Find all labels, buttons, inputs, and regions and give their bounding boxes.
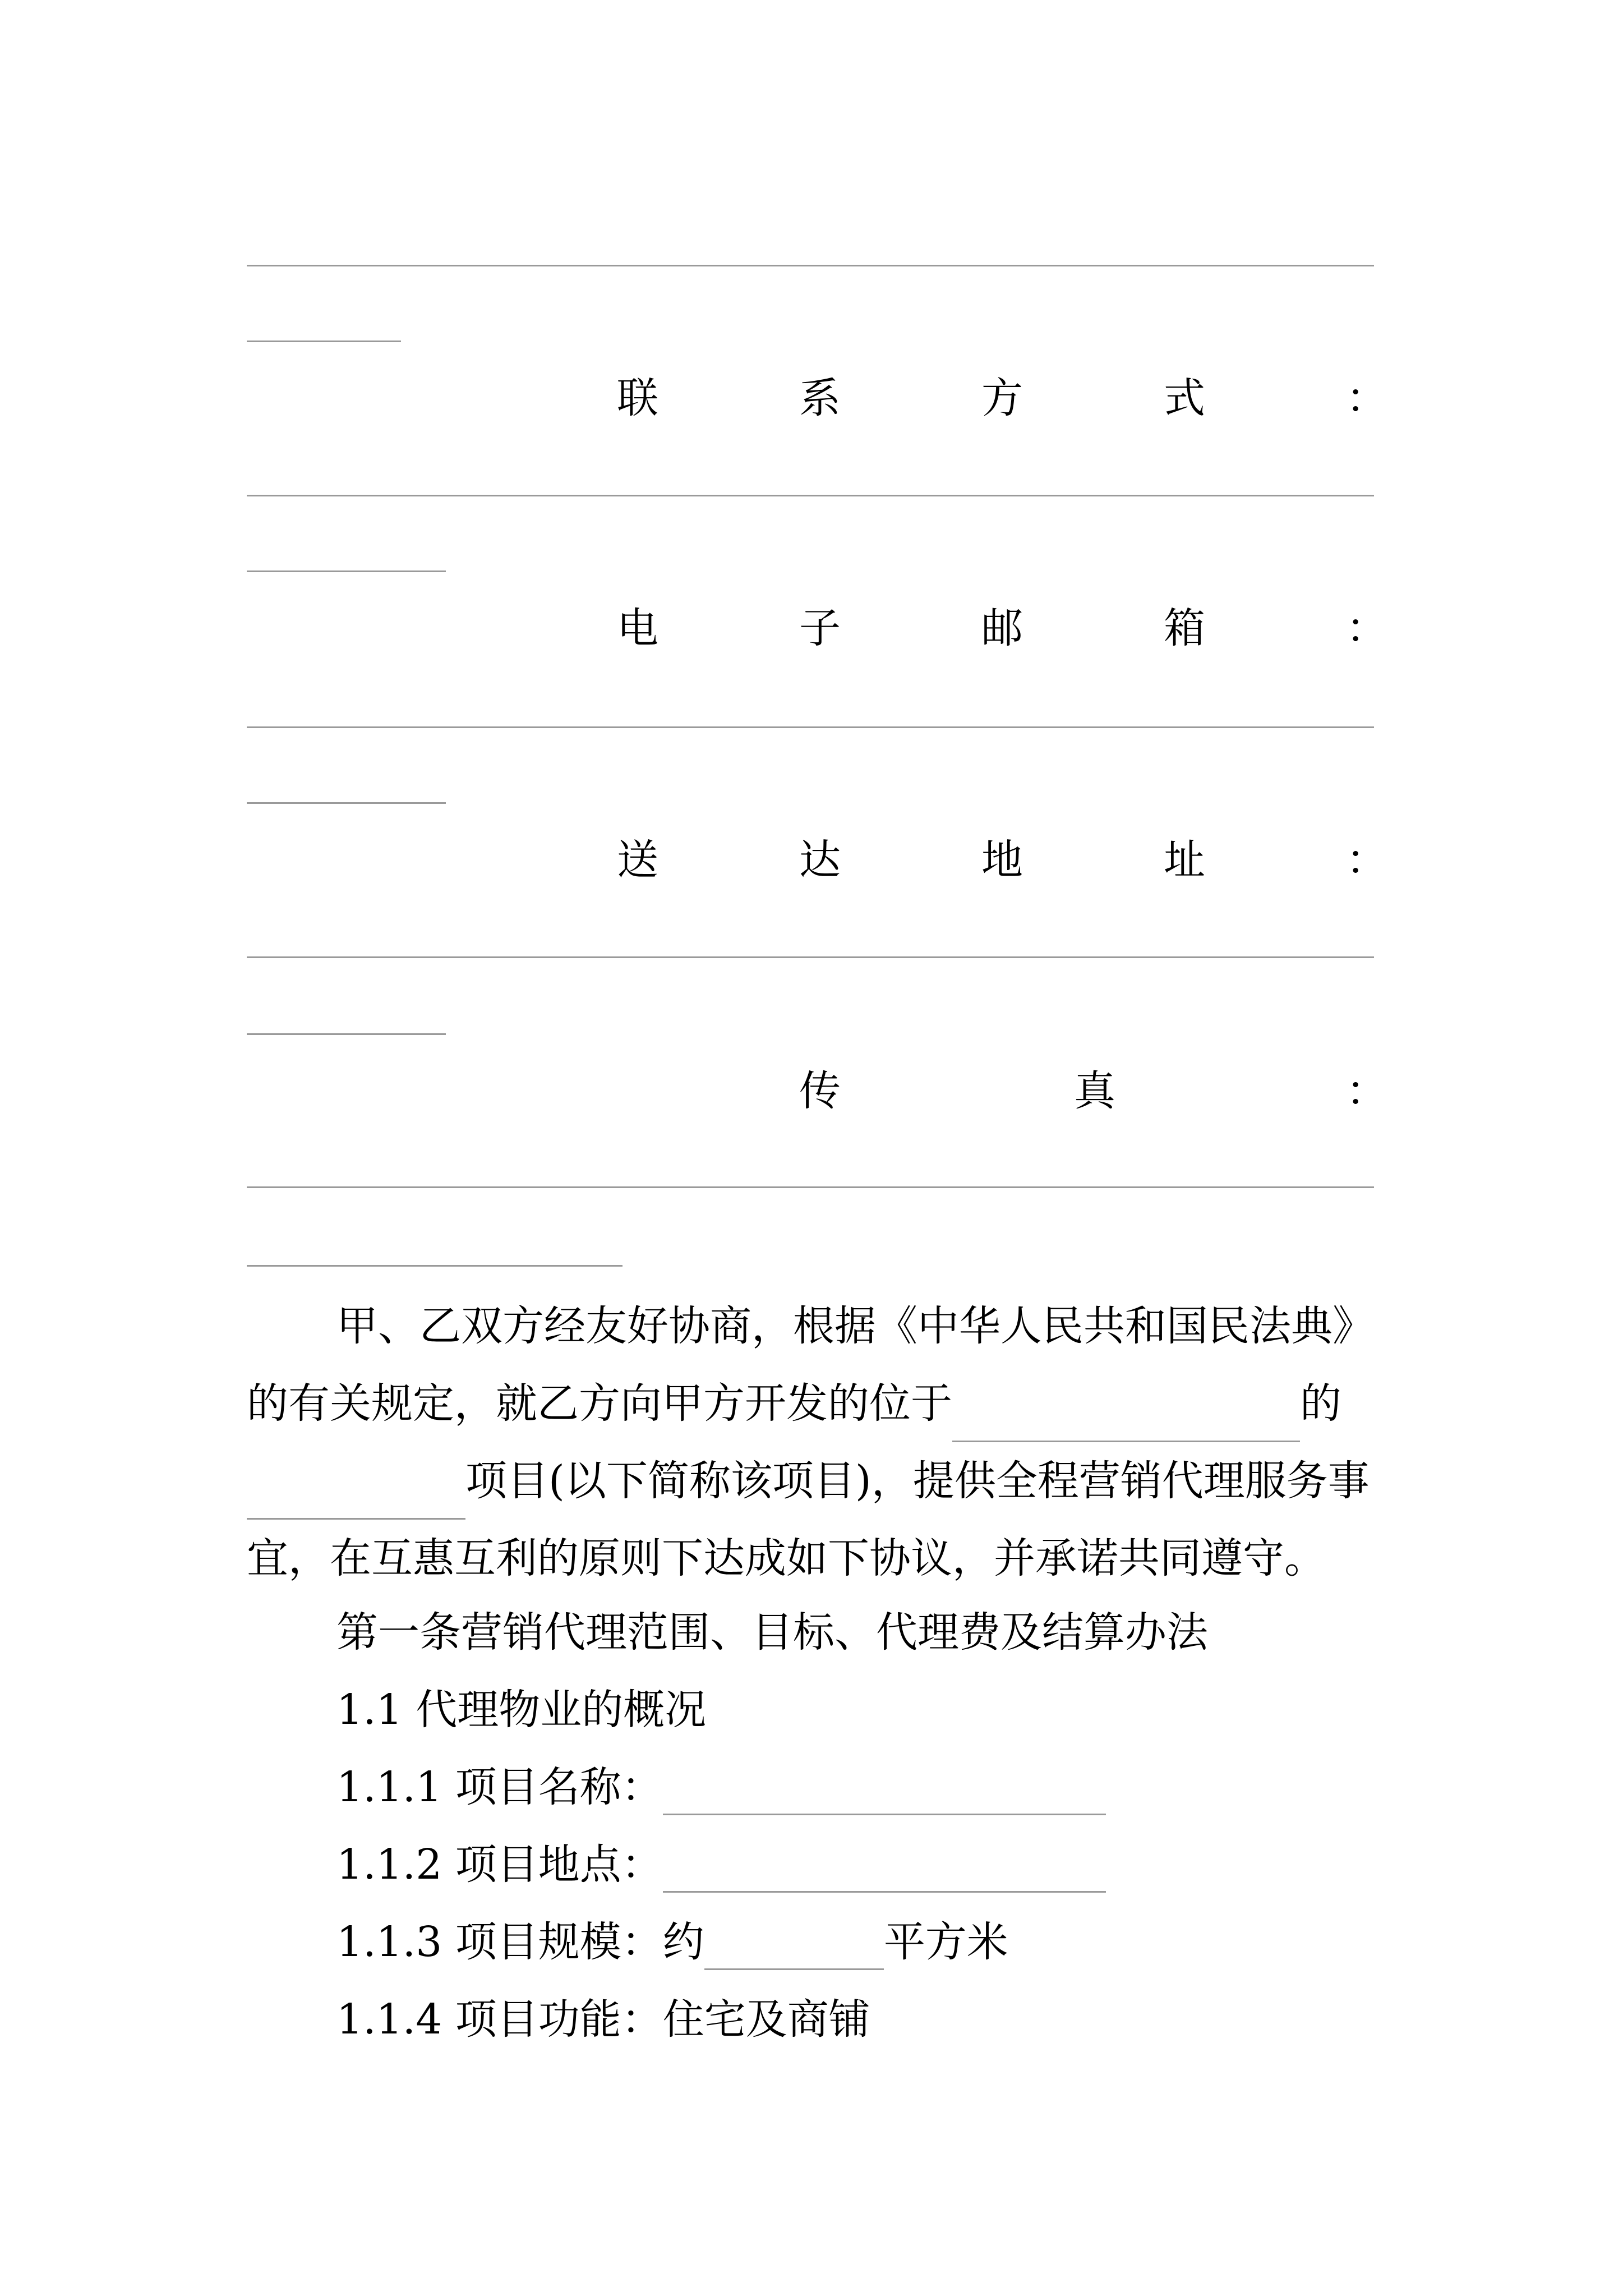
- field-colon: ：: [1346, 374, 1387, 422]
- contact-field: [247, 370, 1385, 426]
- field-char: 地: [981, 836, 1023, 884]
- field-colon: ：: [1346, 604, 1387, 652]
- project-function-line: [336, 1991, 870, 2047]
- intro-text-3: 项目(以下简称该项目)，提供全程营销代理服务事宜，在互惠互利的原则下达成如下协议，并承诺共同遵守。: [247, 1457, 1370, 1582]
- intro-paragraph: [247, 1287, 1385, 1597]
- item-label: 1.1.1 项目名称：: [336, 1763, 663, 1811]
- fill-line: [247, 1033, 446, 1035]
- field-char: 系: [799, 374, 841, 422]
- field-char: 式: [1164, 374, 1205, 422]
- field-char: 送: [617, 836, 658, 884]
- fill-line: [247, 802, 446, 804]
- blank-project-name-field: [663, 1773, 1106, 1815]
- field-char: 子: [799, 604, 841, 652]
- item-label: 1.1.4 项目功能：住宅及商铺: [336, 1995, 870, 2044]
- project-scale-line: [336, 1914, 1008, 1970]
- fill-line: [247, 495, 1374, 496]
- item-suffix: 平方米: [883, 1918, 1008, 1966]
- project-location-line: [336, 1837, 1106, 1893]
- item-label: 1.1.3 项目规模：约: [336, 1918, 704, 1966]
- project-name-line: [336, 1759, 1106, 1815]
- field-char: 邮: [981, 604, 1023, 652]
- email-field: [247, 600, 1385, 656]
- field-char: 电: [617, 604, 658, 652]
- fill-line: [247, 956, 1374, 958]
- address-field: [247, 832, 1385, 888]
- field-char: 达: [799, 836, 841, 884]
- field-colon: ：: [1346, 836, 1387, 884]
- fill-line: [247, 570, 446, 572]
- fill-line: [247, 1186, 1374, 1188]
- blank-location: [952, 1400, 1300, 1442]
- item-label: 1.1.2 项目地点：: [336, 1841, 663, 1889]
- field-char: 真: [1074, 1067, 1115, 1115]
- fill-line: [247, 265, 1374, 266]
- fax-field: [247, 1063, 1385, 1119]
- fill-line: [247, 341, 401, 342]
- blank-project-location-field: [663, 1851, 1106, 1893]
- section-heading: 1.1 代理物业的概况: [336, 1686, 707, 1734]
- fill-line: [247, 1265, 623, 1267]
- field-char: 传: [799, 1067, 841, 1115]
- blank-project-name: [247, 1478, 465, 1520]
- blank-area-field: [704, 1928, 884, 1970]
- intro-text-1: 甲、乙双方经友好协商，根据《中华人民共和国民法典》的有关规定，就乙方向甲方开发的位于: [247, 1302, 1374, 1428]
- field-char: 址: [1164, 836, 1205, 884]
- article-heading: 第一条营销代理范围、目标、代理费及结算办法: [336, 1608, 1208, 1657]
- intro-text-2: 的: [1300, 1379, 1341, 1428]
- fill-line: [247, 726, 1374, 728]
- field-colon: ：: [1346, 1067, 1387, 1115]
- field-char: 箱: [1164, 604, 1205, 652]
- field-char: 联: [617, 374, 658, 422]
- field-char: 方: [981, 374, 1023, 422]
